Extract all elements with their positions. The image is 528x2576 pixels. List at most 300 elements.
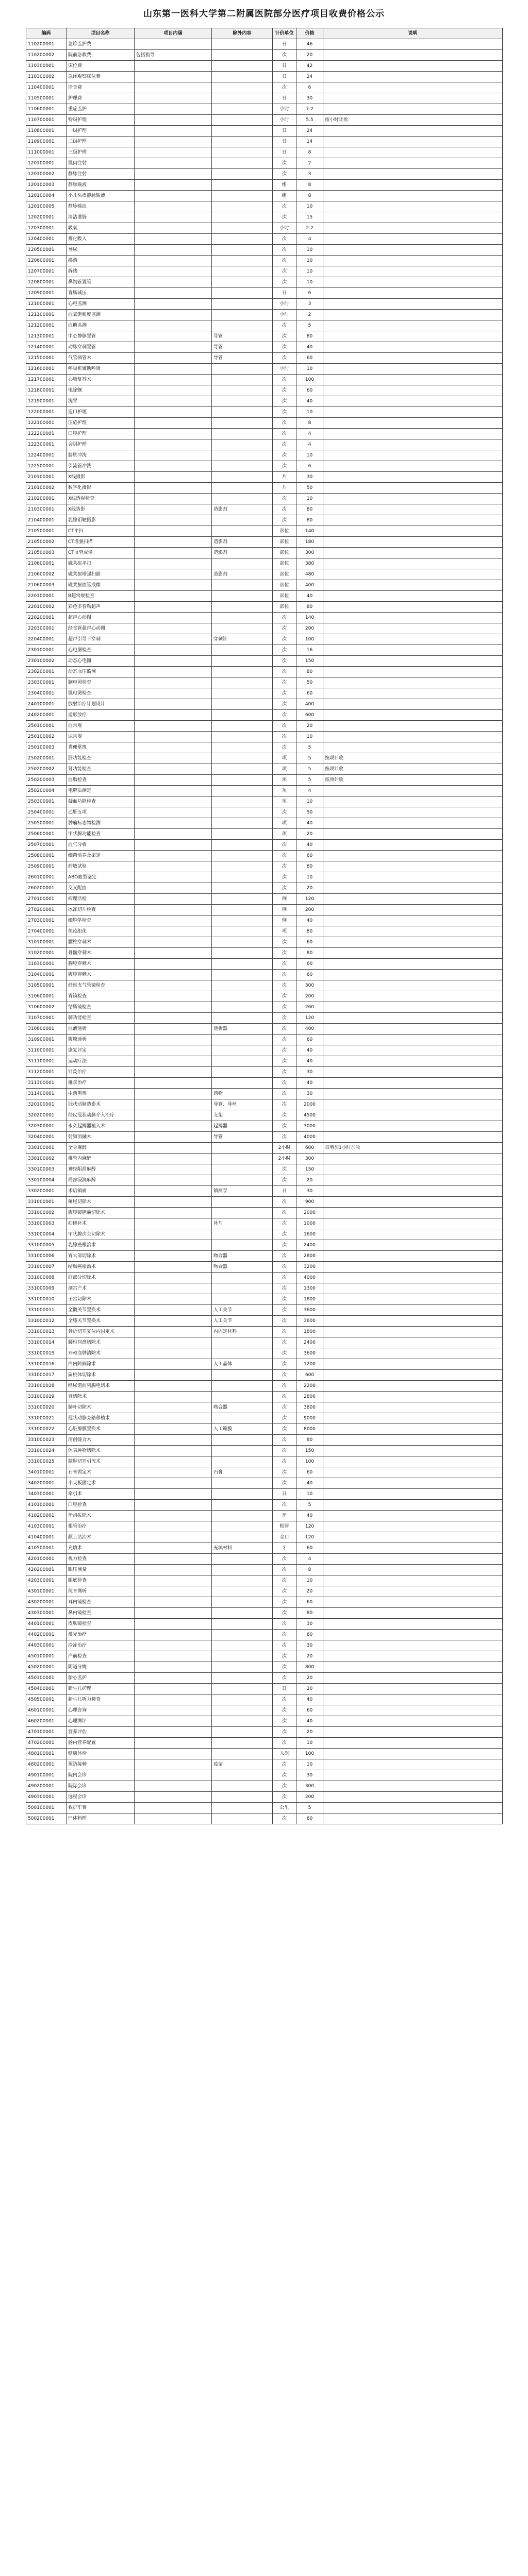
- cell-code: 110600001: [26, 104, 67, 115]
- cell-price: 20: [296, 1586, 323, 1597]
- cell-name: 重症监护: [67, 104, 135, 115]
- table-row: [26, 883, 503, 894]
- cell-exclude: 疫苗: [212, 1759, 273, 1770]
- cell-unit: 次: [273, 667, 296, 677]
- cell-content: [135, 796, 212, 807]
- cell-unit: 次: [273, 1045, 296, 1056]
- cell-note: [323, 472, 503, 483]
- cell-unit: 次: [273, 883, 296, 894]
- cell-exclude: [212, 656, 273, 667]
- cell-exclude: [212, 212, 273, 223]
- cell-exclude: [212, 1056, 273, 1067]
- table-row: [26, 775, 503, 786]
- cell-code: 122000001: [26, 407, 67, 418]
- cell-note: 按项计收: [323, 753, 503, 764]
- cell-price: 40: [296, 1078, 323, 1089]
- cell-code: 331000013: [26, 1327, 67, 1337]
- cell-name: 永久起搏器植入术: [67, 1121, 135, 1132]
- cell-note: [323, 688, 503, 699]
- cell-content: [135, 569, 212, 580]
- cell-note: [323, 1316, 503, 1327]
- cell-content: [135, 991, 212, 1002]
- cell-exclude: 人工关节: [212, 1305, 273, 1316]
- cell-exclude: 导管: [212, 342, 273, 353]
- cell-content: [135, 375, 212, 385]
- cell-exclude: [212, 472, 273, 483]
- cell-code: 250200004: [26, 786, 67, 796]
- cell-content: [135, 504, 212, 515]
- cell-note: [323, 1337, 503, 1348]
- cell-price: 46: [296, 39, 323, 50]
- cell-unit: 次: [273, 688, 296, 699]
- cell-name: 动态心电图: [67, 656, 135, 667]
- table-row: [26, 483, 503, 494]
- cell-code: 340200001: [26, 1478, 67, 1489]
- cell-unit: 次: [273, 1283, 296, 1294]
- cell-exclude: [212, 861, 273, 872]
- cell-code: 270100001: [26, 894, 67, 905]
- cell-name: 疝修补术: [67, 1218, 135, 1229]
- cell-code: 220300001: [26, 623, 67, 634]
- cell-price: 20: [296, 1727, 323, 1738]
- cell-name: 交叉配血: [67, 883, 135, 894]
- cell-code: 121500001: [26, 353, 67, 364]
- cell-unit: 小时: [273, 310, 296, 320]
- cell-exclude: 石膏: [212, 1467, 273, 1478]
- cell-price: 40: [296, 1056, 323, 1067]
- table-row: [26, 1759, 503, 1770]
- cell-price: 600: [296, 1370, 323, 1381]
- cell-exclude: [212, 245, 273, 256]
- cell-unit: 次: [273, 429, 296, 439]
- cell-content: [135, 299, 212, 310]
- cell-price: 10: [296, 872, 323, 883]
- cell-content: [135, 1543, 212, 1554]
- cell-exclude: [212, 72, 273, 82]
- cell-unit: 次: [273, 677, 296, 688]
- cell-price: 4000: [296, 1273, 323, 1283]
- table-row: [26, 1392, 503, 1402]
- cell-code: 310900001: [26, 1035, 67, 1045]
- cell-note: [323, 1803, 503, 1814]
- cell-code: 331000019: [26, 1392, 67, 1402]
- cell-exclude: [212, 1694, 273, 1705]
- cell-price: 400: [296, 1024, 323, 1035]
- cell-price: 50: [296, 483, 323, 494]
- cell-name: 压疮护理: [67, 418, 135, 429]
- table-row: [26, 634, 503, 645]
- cell-price: 260: [296, 1002, 323, 1013]
- cell-name: 术后镇痛: [67, 1186, 135, 1197]
- cell-price: 8000: [296, 1424, 323, 1435]
- cell-name: 导尿: [67, 245, 135, 256]
- cell-exclude: [212, 1792, 273, 1803]
- cell-exclude: [212, 1781, 273, 1792]
- table-row: [26, 1262, 503, 1273]
- cell-code: 110500001: [26, 93, 67, 104]
- cell-unit: 项: [273, 775, 296, 786]
- cell-name: 纯音测听: [67, 1586, 135, 1597]
- cell-name: 产前检查: [67, 1651, 135, 1662]
- cell-content: [135, 1024, 212, 1035]
- cell-price: 800: [296, 1662, 323, 1673]
- cell-note: [323, 158, 503, 169]
- cell-note: [323, 1662, 503, 1673]
- table-row: [26, 1186, 503, 1197]
- cell-price: 10: [296, 494, 323, 504]
- cell-unit: 次: [273, 1500, 296, 1511]
- cell-price: 200: [296, 1792, 323, 1803]
- cell-note: [323, 137, 503, 147]
- cell-note: [323, 710, 503, 721]
- cell-price: 24: [296, 126, 323, 137]
- cell-name: 血糖监测: [67, 320, 135, 331]
- cell-unit: 项: [273, 829, 296, 840]
- cell-note: [323, 937, 503, 948]
- cell-note: [323, 1489, 503, 1500]
- cell-content: [135, 1045, 212, 1056]
- cell-unit: 片: [273, 483, 296, 494]
- table-row: [26, 1089, 503, 1099]
- cell-content: [135, 1565, 212, 1575]
- cell-note: [323, 320, 503, 331]
- cell-exclude: [212, 991, 273, 1002]
- cell-exclude: [212, 894, 273, 905]
- cell-name: 中心静脉置管: [67, 331, 135, 342]
- cell-exclude: [212, 1283, 273, 1294]
- table-row: [26, 1240, 503, 1251]
- table-row: [26, 851, 503, 861]
- cell-unit: 次: [273, 1781, 296, 1792]
- cell-exclude: [212, 1446, 273, 1456]
- cell-code: 500100001: [26, 1803, 67, 1814]
- cell-name: 肺功能检查: [67, 1013, 135, 1024]
- cell-price: 14: [296, 137, 323, 147]
- cell-name: 超声心动图: [67, 613, 135, 623]
- table-row: [26, 970, 503, 980]
- cell-unit: 次: [273, 418, 296, 429]
- table-row: [26, 1456, 503, 1467]
- cell-unit: 次: [273, 948, 296, 959]
- cell-code: 331000002: [26, 1208, 67, 1218]
- cell-name: 肺叶切除术: [67, 1402, 135, 1413]
- cell-code: 410200001: [26, 1511, 67, 1521]
- cell-exclude: 人工晶体: [212, 1359, 273, 1370]
- cell-content: [135, 807, 212, 818]
- table-row: [26, 894, 503, 905]
- cell-content: [135, 937, 212, 948]
- cell-code: 310300001: [26, 959, 67, 970]
- table-row: [26, 1478, 503, 1489]
- cell-exclude: [212, 721, 273, 732]
- cell-unit: 项: [273, 753, 296, 764]
- table-row: [26, 1694, 503, 1705]
- cell-name: 激光治疗: [67, 1630, 135, 1640]
- cell-content: [135, 353, 212, 364]
- cell-exclude: [212, 775, 273, 786]
- cell-price: 5: [296, 320, 323, 331]
- cell-name: 针灸治疗: [67, 1067, 135, 1078]
- cell-unit: 次: [273, 1218, 296, 1229]
- cell-unit: 次: [273, 1792, 296, 1803]
- cell-name: X线透视检查: [67, 494, 135, 504]
- cell-price: 40: [296, 1511, 323, 1521]
- cell-exclude: 造影剂: [212, 537, 273, 548]
- cell-name: CT血管成像: [67, 548, 135, 558]
- cell-note: [323, 602, 503, 613]
- cell-name: 乙肝五项: [67, 807, 135, 818]
- cell-unit: 部位: [273, 548, 296, 558]
- table-row: [26, 1229, 503, 1240]
- cell-name: 甲状腺功能检查: [67, 829, 135, 840]
- cell-unit: 次: [273, 1467, 296, 1478]
- table-row: [26, 602, 503, 613]
- table-row: [26, 256, 503, 266]
- cell-note: [323, 1619, 503, 1630]
- cell-note: [323, 558, 503, 569]
- cell-price: 9000: [296, 1413, 323, 1424]
- cell-unit: 日: [273, 39, 296, 50]
- cell-content: [135, 277, 212, 288]
- table-row: [26, 82, 503, 93]
- cell-code: 121700001: [26, 375, 67, 385]
- cell-code: 121800001: [26, 385, 67, 396]
- cell-price: 40: [296, 916, 323, 926]
- cell-name: 二级护理: [67, 137, 135, 147]
- cell-exclude: [212, 1770, 273, 1781]
- cell-code: 410100001: [26, 1500, 67, 1511]
- cell-name: 中药熏蒸: [67, 1089, 135, 1099]
- cell-code: 490300001: [26, 1792, 67, 1803]
- cell-exclude: [212, 1630, 273, 1640]
- cell-code: 331000015: [26, 1348, 67, 1359]
- cell-unit: 日: [273, 93, 296, 104]
- cell-price: 60: [296, 1035, 323, 1045]
- cell-note: [323, 840, 503, 851]
- cell-price: 30: [296, 1186, 323, 1197]
- table-row: [26, 1467, 503, 1478]
- cell-unit: 次: [273, 1554, 296, 1565]
- cell-content: [135, 1175, 212, 1186]
- cell-note: [323, 1532, 503, 1543]
- cell-note: [323, 1435, 503, 1446]
- cell-content: [135, 1056, 212, 1067]
- table-row: [26, 1273, 503, 1283]
- cell-exclude: [212, 180, 273, 191]
- cell-exclude: [212, 764, 273, 775]
- cell-name: 纤维支气管镜检查: [67, 980, 135, 991]
- cell-note: [323, 104, 503, 115]
- cell-exclude: [212, 169, 273, 180]
- cell-code: 311400001: [26, 1089, 67, 1099]
- cell-note: [323, 1381, 503, 1392]
- cell-code: 121600001: [26, 364, 67, 375]
- table-row: [26, 1792, 503, 1803]
- cell-exclude: [212, 126, 273, 137]
- cell-code: 121300001: [26, 331, 67, 342]
- table-row: [26, 991, 503, 1002]
- cell-price: 3600: [296, 1305, 323, 1316]
- cell-unit: 次: [273, 158, 296, 169]
- table-row: [26, 223, 503, 234]
- cell-name: 阑尾切除术: [67, 1197, 135, 1208]
- cell-name: 全膝关节置换术: [67, 1316, 135, 1327]
- cell-exclude: [212, 234, 273, 245]
- table-row: [26, 472, 503, 483]
- cell-note: [323, 970, 503, 980]
- cell-code: 210500001: [26, 526, 67, 537]
- cell-code: 460100001: [26, 1705, 67, 1716]
- cell-unit: 部位: [273, 537, 296, 548]
- cell-code: 331000005: [26, 1240, 67, 1251]
- table-row: [26, 558, 503, 569]
- cell-unit: 次: [273, 1727, 296, 1738]
- cell-note: [323, 1651, 503, 1662]
- cell-code: 270200001: [26, 905, 67, 916]
- cell-note: [323, 1543, 503, 1554]
- table-row: [26, 872, 503, 883]
- cell-name: 心电图检查: [67, 645, 135, 656]
- cell-code: 311100001: [26, 1056, 67, 1067]
- cell-code: 320200001: [26, 1110, 67, 1121]
- cell-exclude: [212, 61, 273, 72]
- cell-exclude: [212, 288, 273, 299]
- cell-note: [323, 169, 503, 180]
- table-row: [26, 299, 503, 310]
- cell-content: [135, 656, 212, 667]
- cell-note: [323, 959, 503, 970]
- table-row: [26, 1370, 503, 1381]
- table-row: [26, 439, 503, 450]
- cell-name: 造口护理: [67, 407, 135, 418]
- cell-note: [323, 580, 503, 591]
- cell-code: 121000001: [26, 299, 67, 310]
- cell-content: [135, 147, 212, 158]
- cell-content: [135, 732, 212, 742]
- cell-name: 护理费: [67, 93, 135, 104]
- cell-name: 阴道分娩: [67, 1662, 135, 1673]
- cell-unit: 次: [273, 515, 296, 526]
- cell-code: 330100004: [26, 1175, 67, 1186]
- cell-note: [323, 1294, 503, 1305]
- table-row: [26, 375, 503, 385]
- cell-name: 扁桃体切除术: [67, 1370, 135, 1381]
- cell-price: 20: [296, 721, 323, 732]
- cell-unit: 根管: [273, 1521, 296, 1532]
- cell-name: 小儿头皮静脉输液: [67, 191, 135, 201]
- cell-name: 吸氧: [67, 223, 135, 234]
- cell-note: [323, 1013, 503, 1024]
- cell-price: 2: [296, 310, 323, 320]
- cell-content: [135, 223, 212, 234]
- cell-code: 122300001: [26, 439, 67, 450]
- cell-name: 冰冻切片检查: [67, 905, 135, 916]
- cell-name: 剖宫产术: [67, 1283, 135, 1294]
- table-row: [26, 1002, 503, 1013]
- table-row: [26, 656, 503, 667]
- table-row: [26, 418, 503, 429]
- cell-unit: 次: [273, 1121, 296, 1132]
- cell-note: [323, 818, 503, 829]
- cell-unit: 次: [273, 1197, 296, 1208]
- cell-name: 雾化吸入: [67, 234, 135, 245]
- cell-price: 120: [296, 1532, 323, 1543]
- cell-name: 脓肿切开引流术: [67, 1456, 135, 1467]
- cell-code: 331000011: [26, 1305, 67, 1316]
- cell-note: [323, 407, 503, 418]
- cell-unit: 片: [273, 472, 296, 483]
- cell-content: [135, 623, 212, 634]
- cell-content: [135, 710, 212, 721]
- cell-code: 121400001: [26, 342, 67, 353]
- table-row: [26, 1662, 503, 1673]
- cell-exclude: [212, 461, 273, 472]
- cell-exclude: 造影剂: [212, 569, 273, 580]
- cell-content: [135, 1262, 212, 1273]
- header-price: 价格: [296, 28, 323, 39]
- cell-exclude: [212, 1175, 273, 1186]
- cell-code: 250100002: [26, 732, 67, 742]
- cell-unit: 次: [273, 1413, 296, 1424]
- cell-name: 视力检查: [67, 1554, 135, 1565]
- cell-content: [135, 1814, 212, 1824]
- cell-unit: 部位: [273, 569, 296, 580]
- cell-content: [135, 1759, 212, 1770]
- table-row: [26, 450, 503, 461]
- cell-content: [135, 1456, 212, 1467]
- cell-exclude: 造影剂: [212, 548, 273, 558]
- cell-code: 110200001: [26, 39, 67, 50]
- cell-note: [323, 1500, 503, 1511]
- cell-exclude: [212, 201, 273, 212]
- cell-name: CT增强扫描: [67, 537, 135, 548]
- cell-content: [135, 959, 212, 970]
- cell-unit: 次: [273, 1597, 296, 1608]
- cell-content: [135, 1035, 212, 1045]
- table-row: [26, 39, 503, 50]
- cell-price: 30: [296, 1067, 323, 1078]
- cell-price: 120: [296, 1013, 323, 1024]
- cell-note: [323, 1770, 503, 1781]
- cell-exclude: [212, 494, 273, 504]
- table-row: [26, 331, 503, 342]
- cell-unit: 日: [273, 288, 296, 299]
- table-row: [26, 818, 503, 829]
- cell-price: 80: [296, 861, 323, 872]
- cell-exclude: [212, 1575, 273, 1586]
- table-row: [26, 764, 503, 775]
- cell-content: [135, 1348, 212, 1359]
- cell-price: 140: [296, 526, 323, 537]
- cell-price: 20: [296, 1651, 323, 1662]
- cell-name: 结肠镜检查: [67, 1002, 135, 1013]
- cell-price: 30: [296, 1640, 323, 1651]
- cell-name: 磁共振平扫: [67, 558, 135, 569]
- table-row: [26, 1565, 503, 1575]
- cell-unit: 次: [273, 1770, 296, 1781]
- cell-exclude: [212, 1067, 273, 1078]
- cell-note: [323, 1424, 503, 1435]
- cell-exclude: [212, 807, 273, 818]
- cell-code: 331000010: [26, 1294, 67, 1305]
- cell-note: 按项计收: [323, 764, 503, 775]
- cell-content: [135, 310, 212, 320]
- cell-price: 140: [296, 613, 323, 623]
- cell-unit: 次: [273, 1099, 296, 1110]
- table-row: [26, 1359, 503, 1370]
- cell-code: 331000004: [26, 1229, 67, 1240]
- cell-note: [323, 645, 503, 656]
